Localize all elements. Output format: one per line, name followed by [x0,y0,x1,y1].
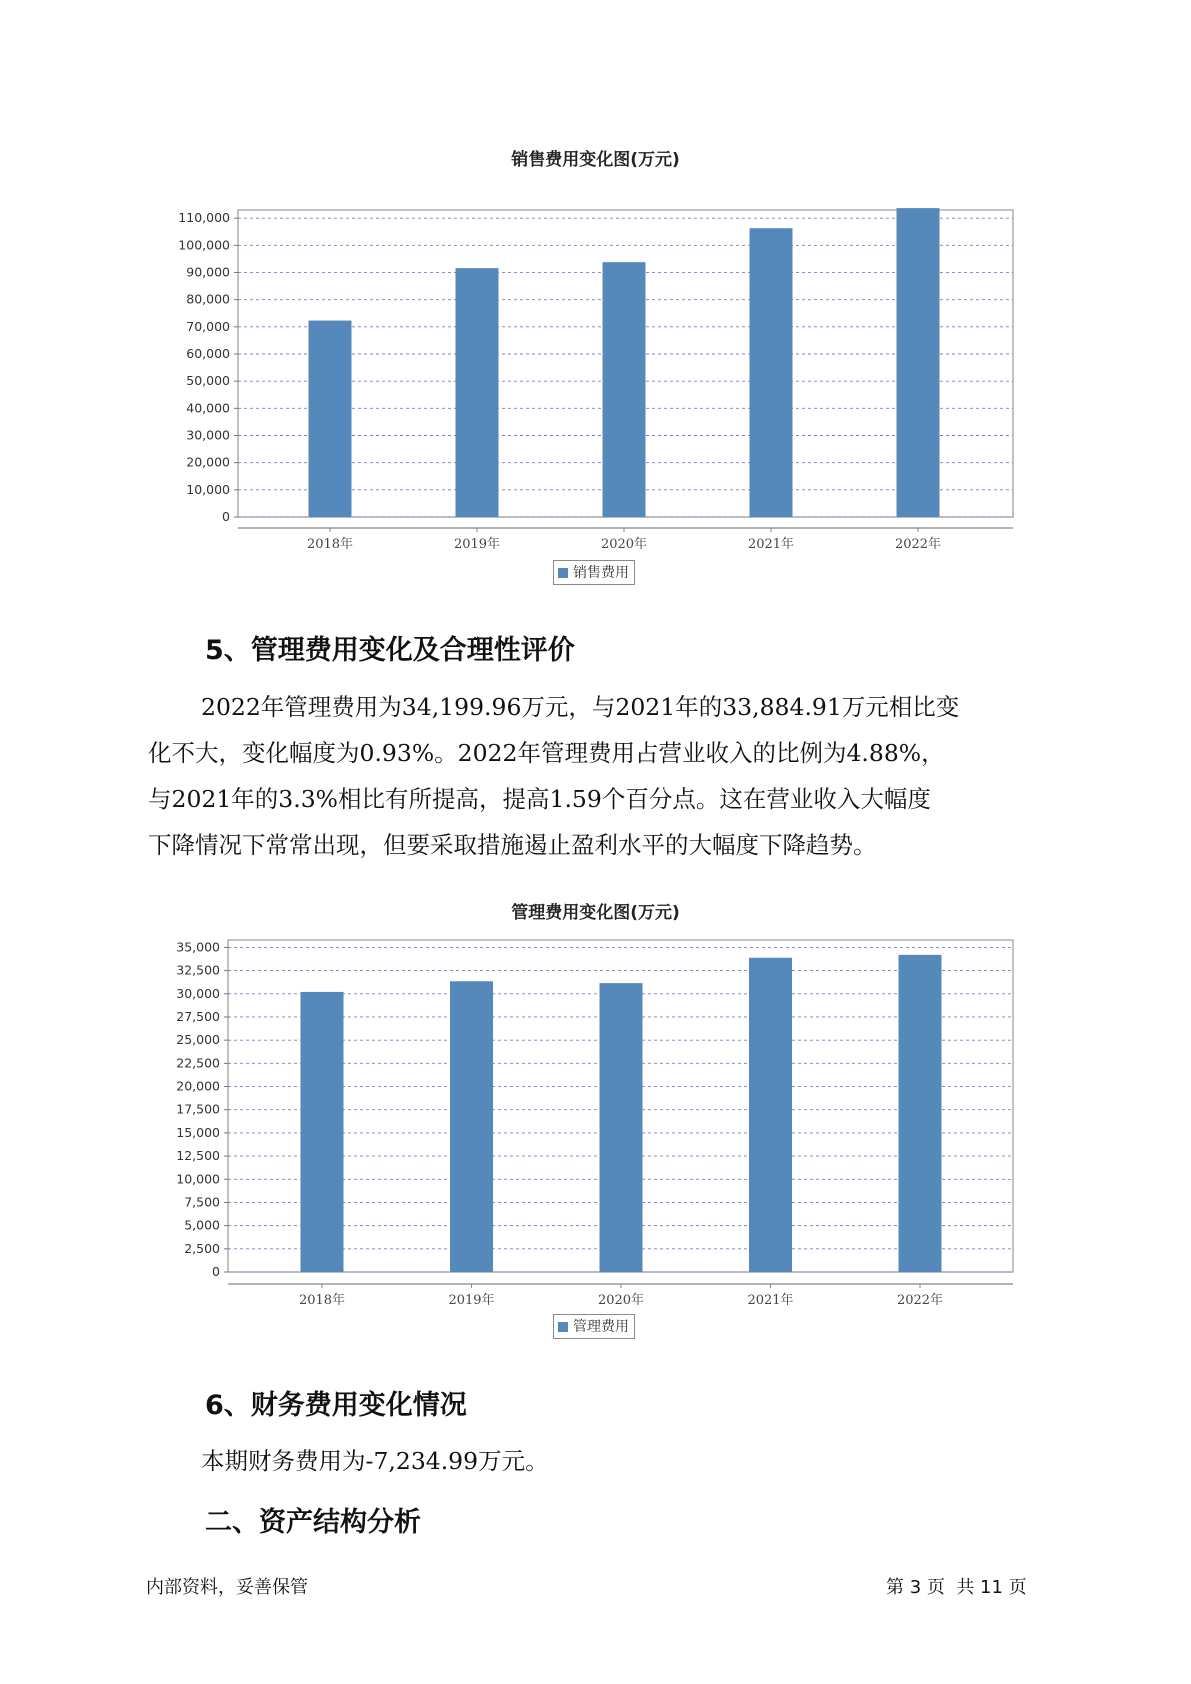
y-tick-label: 25,000 [176,1032,220,1048]
part-2-heading: 二、资产结构分析 [205,1507,421,1538]
y-tick-label: 80,000 [186,291,230,307]
section-6-paragraph [201,1438,1101,1484]
paragraph-line: 化不大，变化幅度为0.93%。2022年管理费用占营业收入的比例为4.88%， [148,739,945,767]
bar [309,321,352,517]
section-5-heading: 5、管理费用变化及合理性评价 [205,635,575,666]
bar [750,228,793,517]
y-tick-label: 70,000 [186,318,230,334]
y-tick-label: 12,500 [176,1148,220,1164]
paragraph-line: 2022年管理费用为34,199.96万元，与2021年的33,884.91万元相比变 [201,693,960,721]
x-tick-label: 2021年 [747,1293,794,1308]
x-tick-label: 2022年 [894,537,942,552]
y-tick-label: 30,000 [186,427,230,443]
legend-label: 管理费用 [573,1319,629,1335]
y-tick-label: 50,000 [186,373,230,389]
y-tick-label: 90,000 [186,264,230,280]
y-tick-label: 40,000 [186,400,230,416]
admin-expense-legend [553,1314,635,1339]
x-tick-label: 2019年 [448,1293,495,1308]
bar [456,268,499,517]
y-tick-label: 7,500 [184,1194,220,1210]
legend-swatch [558,1322,568,1332]
paragraph-line: 下降情况下常常出现，但要采取措施遏止盈利水平的大幅度下降趋势。 [148,831,877,859]
bar [450,981,493,1272]
legend-swatch [558,568,568,578]
section-5-paragraph [148,684,1048,868]
x-tick-label: 2018年 [298,1293,346,1308]
y-tick-label: 10,000 [186,481,230,497]
y-tick-label: 27,500 [176,1008,220,1024]
bar [749,958,792,1272]
y-tick-label: 22,500 [176,1055,220,1071]
y-tick-label: 0 [212,1264,220,1279]
bar [600,983,643,1272]
bar [603,262,646,517]
x-tick-label: 2019年 [453,537,501,552]
y-tick-label: 100,000 [178,237,230,253]
y-tick-label: 110,000 [178,210,230,226]
paragraph-line: 本期财务费用为-7,234.99万元。 [201,1447,549,1475]
y-tick-label: 2,500 [184,1240,220,1256]
section-6-heading: 6、财务费用变化情况 [205,1390,467,1421]
y-tick-label: 20,000 [186,454,230,470]
x-tick-label: 2021年 [747,537,795,552]
x-tick-label: 2018年 [306,537,354,552]
sales-expense-chart-title: 销售费用变化图(万元) [511,150,680,170]
y-tick-label: 0 [222,509,230,524]
admin-expense-chart [0,932,1191,1312]
x-tick-label: 2020年 [597,1293,645,1308]
y-tick-label: 35,000 [176,939,220,955]
y-tick-label: 20,000 [176,1078,220,1094]
sales-expense-chart [0,180,1191,560]
y-tick-label: 10,000 [176,1171,220,1187]
bar [899,955,942,1272]
footer-confidential-note: 内部资料，妥善保管 [146,1577,308,1598]
y-tick-label: 15,000 [176,1124,220,1140]
footer-page-number: 第 3 页 共 11 页 [886,1577,1027,1598]
paragraph-line: 与2021年的3.3%相比有所提高，提高1.59个百分点。这在营业收入大幅度 [148,785,931,813]
bar [301,992,344,1272]
x-tick-label: 2020年 [600,537,648,552]
y-tick-label: 5,000 [184,1217,220,1233]
y-tick-label: 17,500 [176,1101,220,1117]
bar [897,208,940,517]
sales-expense-legend [553,560,635,585]
admin-expense-chart-title: 管理费用变化图(万元) [511,903,680,923]
y-tick-label: 32,500 [176,962,220,978]
x-tick-label: 2022年 [896,1293,944,1308]
legend-label: 销售费用 [573,565,629,581]
y-tick-label: 60,000 [186,345,230,361]
y-tick-label: 30,000 [176,985,220,1001]
